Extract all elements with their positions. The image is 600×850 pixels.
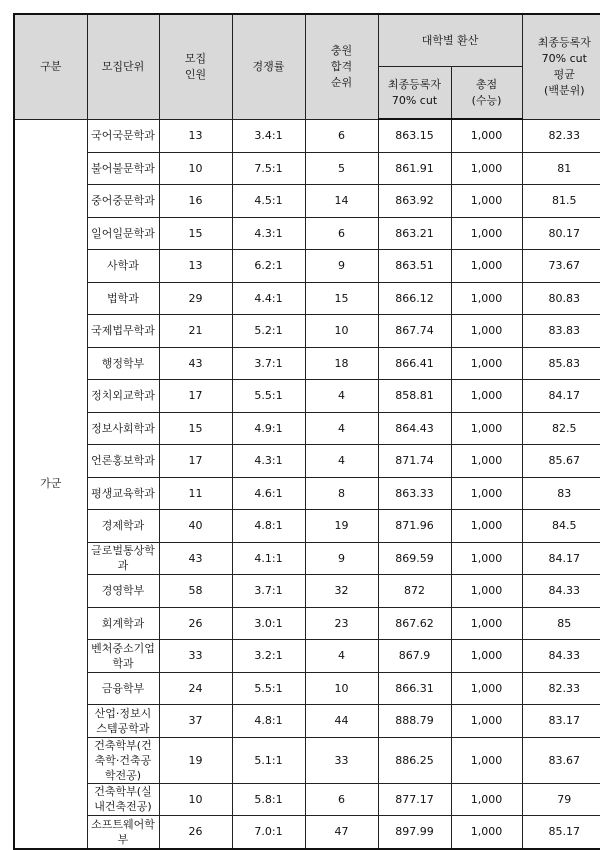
avg-cell: 85.83 — [522, 347, 600, 380]
avg-cell: 84.17 — [522, 380, 600, 413]
cut-cell: 863.92 — [378, 185, 451, 218]
ratio-cell: 6.2:1 — [232, 250, 305, 283]
rank-cell: 4 — [305, 445, 378, 478]
avg-cell: 83.17 — [522, 705, 600, 738]
unit-cell: 사학과 — [87, 250, 159, 283]
quota-cell: 24 — [159, 672, 232, 705]
ratio-cell: 3.7:1 — [232, 575, 305, 608]
quota-cell: 13 — [159, 119, 232, 152]
cut-cell: 866.12 — [378, 282, 451, 315]
cut-cell: 867.62 — [378, 607, 451, 640]
cut-cell: 871.96 — [378, 510, 451, 543]
unit-cell: 일어일문학과 — [87, 217, 159, 250]
total-cell: 1,000 — [451, 477, 522, 510]
avg-cell: 84.33 — [522, 640, 600, 673]
rank-cell: 14 — [305, 185, 378, 218]
table-row — [14, 185, 600, 218]
cut-cell: 858.81 — [378, 380, 451, 413]
cut-cell: 867.74 — [378, 315, 451, 348]
unit-cell: 불어불문학과 — [87, 152, 159, 185]
quota-cell: 10 — [159, 783, 232, 816]
ratio-cell: 5.5:1 — [232, 672, 305, 705]
total-cell: 1,000 — [451, 705, 522, 738]
total-cell: 1,000 — [451, 119, 522, 152]
avg-cell: 85.67 — [522, 445, 600, 478]
rank-cell: 9 — [305, 542, 378, 575]
total-cell: 1,000 — [451, 412, 522, 445]
header-quota: 모집 인원 — [159, 14, 232, 119]
table-row — [14, 607, 600, 640]
rank-cell: 6 — [305, 783, 378, 816]
ratio-cell: 4.5:1 — [232, 185, 305, 218]
quota-cell: 13 — [159, 250, 232, 283]
ratio-cell: 7.0:1 — [232, 816, 305, 849]
ratio-cell: 4.9:1 — [232, 412, 305, 445]
rank-cell: 33 — [305, 737, 378, 783]
cut-cell: 861.91 — [378, 152, 451, 185]
avg-cell: 82.33 — [522, 672, 600, 705]
unit-cell: 경영학부 — [87, 575, 159, 608]
quota-cell: 33 — [159, 640, 232, 673]
ratio-cell: 4.8:1 — [232, 705, 305, 738]
quota-cell: 21 — [159, 315, 232, 348]
total-cell: 1,000 — [451, 282, 522, 315]
cut-cell: 866.41 — [378, 347, 451, 380]
rank-cell: 4 — [305, 380, 378, 413]
avg-cell: 84.17 — [522, 542, 600, 575]
rank-cell: 4 — [305, 412, 378, 445]
total-cell: 1,000 — [451, 607, 522, 640]
avg-cell: 84.5 — [522, 510, 600, 543]
table-row — [14, 672, 600, 705]
table-row — [14, 412, 600, 445]
ratio-cell: 5.8:1 — [232, 783, 305, 816]
unit-cell: 국어국문학과 — [87, 119, 159, 152]
cut-cell: 872 — [378, 575, 451, 608]
cut-cell: 863.33 — [378, 477, 451, 510]
quota-cell: 58 — [159, 575, 232, 608]
rank-cell: 18 — [305, 347, 378, 380]
quota-cell: 10 — [159, 152, 232, 185]
table-row — [14, 705, 600, 738]
ratio-cell: 4.4:1 — [232, 282, 305, 315]
admission-results-table — [13, 13, 600, 850]
avg-cell: 80.83 — [522, 282, 600, 315]
cut-cell: 863.51 — [378, 250, 451, 283]
rank-cell: 10 — [305, 315, 378, 348]
table-row — [14, 380, 600, 413]
rank-cell: 4 — [305, 640, 378, 673]
quota-cell: 29 — [159, 282, 232, 315]
unit-cell: 산업·정보시스템공학과 — [87, 705, 159, 738]
avg-cell: 73.67 — [522, 250, 600, 283]
header-univ-conv: 대학별 환산 — [378, 14, 522, 67]
total-cell: 1,000 — [451, 510, 522, 543]
ratio-cell: 4.8:1 — [232, 510, 305, 543]
quota-cell: 16 — [159, 185, 232, 218]
unit-cell: 건축학부(건축학·건축공학전공) — [87, 737, 159, 783]
ratio-cell: 7.5:1 — [232, 152, 305, 185]
table-row — [14, 640, 600, 673]
total-cell: 1,000 — [451, 250, 522, 283]
ratio-cell: 3.0:1 — [232, 607, 305, 640]
unit-cell: 소프트웨어학부 — [87, 816, 159, 849]
ratio-cell: 4.1:1 — [232, 542, 305, 575]
avg-cell: 85.17 — [522, 816, 600, 849]
avg-cell: 82.5 — [522, 412, 600, 445]
unit-cell: 국제법무학과 — [87, 315, 159, 348]
table-row — [14, 816, 600, 849]
table-row — [14, 510, 600, 543]
total-cell: 1,000 — [451, 152, 522, 185]
unit-cell: 정치외교학과 — [87, 380, 159, 413]
ratio-cell: 3.2:1 — [232, 640, 305, 673]
quota-cell: 26 — [159, 816, 232, 849]
header-total: 총점 (수능) — [451, 67, 522, 120]
table-row — [14, 542, 600, 575]
quota-cell: 19 — [159, 737, 232, 783]
table-body — [14, 119, 600, 849]
header-ratio: 경쟁률 — [232, 14, 305, 119]
table-row — [14, 119, 600, 152]
unit-cell: 중어중문학과 — [87, 185, 159, 218]
quota-cell: 37 — [159, 705, 232, 738]
ratio-cell: 4.3:1 — [232, 217, 305, 250]
table-row — [14, 477, 600, 510]
table-row — [14, 783, 600, 816]
unit-cell: 회계학과 — [87, 607, 159, 640]
header-final-cut: 최종등록자 70% cut — [378, 67, 451, 120]
avg-cell: 81.5 — [522, 185, 600, 218]
table-row — [14, 250, 600, 283]
total-cell: 1,000 — [451, 737, 522, 783]
header-category: 구분 — [14, 14, 87, 119]
unit-cell: 글로벌통상학과 — [87, 542, 159, 575]
unit-cell: 평생교육학과 — [87, 477, 159, 510]
total-cell: 1,000 — [451, 217, 522, 250]
unit-cell: 행정학부 — [87, 347, 159, 380]
table-row — [14, 217, 600, 250]
quota-cell: 43 — [159, 347, 232, 380]
table-row — [14, 152, 600, 185]
avg-cell: 79 — [522, 783, 600, 816]
rank-cell: 6 — [305, 217, 378, 250]
cut-cell: 871.74 — [378, 445, 451, 478]
unit-cell: 정보사회학과 — [87, 412, 159, 445]
unit-cell: 금융학부 — [87, 672, 159, 705]
total-cell: 1,000 — [451, 575, 522, 608]
quota-cell: 17 — [159, 445, 232, 478]
unit-cell: 건축학부(실내건축전공) — [87, 783, 159, 816]
cut-cell: 864.43 — [378, 412, 451, 445]
table-row — [14, 445, 600, 478]
table-row — [14, 282, 600, 315]
admission-results-table-wrapper — [13, 13, 600, 850]
total-cell: 1,000 — [451, 816, 522, 849]
unit-cell: 언론홍보학과 — [87, 445, 159, 478]
quota-cell: 26 — [159, 607, 232, 640]
unit-cell: 법학과 — [87, 282, 159, 315]
avg-cell: 83 — [522, 477, 600, 510]
total-cell: 1,000 — [451, 380, 522, 413]
cut-cell: 867.9 — [378, 640, 451, 673]
rank-cell: 23 — [305, 607, 378, 640]
rank-cell: 5 — [305, 152, 378, 185]
rank-cell: 8 — [305, 477, 378, 510]
ratio-cell: 3.4:1 — [232, 119, 305, 152]
cut-cell: 886.25 — [378, 737, 451, 783]
rank-cell: 9 — [305, 250, 378, 283]
total-cell: 1,000 — [451, 672, 522, 705]
avg-cell: 81 — [522, 152, 600, 185]
group-label: 가군 — [14, 119, 87, 849]
cut-cell: 888.79 — [378, 705, 451, 738]
table-row — [14, 737, 600, 783]
quota-cell: 17 — [159, 380, 232, 413]
rank-cell: 19 — [305, 510, 378, 543]
cut-cell: 897.99 — [378, 816, 451, 849]
header-rank: 충원 합격 순위 — [305, 14, 378, 119]
quota-cell: 11 — [159, 477, 232, 510]
avg-cell: 85 — [522, 607, 600, 640]
avg-cell: 82.33 — [522, 119, 600, 152]
table-row — [14, 347, 600, 380]
unit-cell: 경제학과 — [87, 510, 159, 543]
ratio-cell: 4.3:1 — [232, 445, 305, 478]
ratio-cell: 5.2:1 — [232, 315, 305, 348]
cut-cell: 863.21 — [378, 217, 451, 250]
total-cell: 1,000 — [451, 640, 522, 673]
cut-cell: 866.31 — [378, 672, 451, 705]
ratio-cell: 5.5:1 — [232, 380, 305, 413]
table-row — [14, 575, 600, 608]
avg-cell: 83.83 — [522, 315, 600, 348]
total-cell: 1,000 — [451, 445, 522, 478]
quota-cell: 40 — [159, 510, 232, 543]
unit-cell: 벤처중소기업학과 — [87, 640, 159, 673]
table-row — [14, 315, 600, 348]
total-cell: 1,000 — [451, 542, 522, 575]
rank-cell: 47 — [305, 816, 378, 849]
rank-cell: 10 — [305, 672, 378, 705]
quota-cell: 15 — [159, 217, 232, 250]
avg-cell: 83.67 — [522, 737, 600, 783]
quota-cell: 43 — [159, 542, 232, 575]
avg-cell: 84.33 — [522, 575, 600, 608]
rank-cell: 6 — [305, 119, 378, 152]
header-unit: 모집단위 — [87, 14, 159, 119]
rank-cell: 32 — [305, 575, 378, 608]
total-cell: 1,000 — [451, 347, 522, 380]
table-header — [14, 14, 600, 119]
ratio-cell: 3.7:1 — [232, 347, 305, 380]
avg-cell: 80.17 — [522, 217, 600, 250]
cut-cell: 863.15 — [378, 119, 451, 152]
ratio-cell: 5.1:1 — [232, 737, 305, 783]
quota-cell: 15 — [159, 412, 232, 445]
total-cell: 1,000 — [451, 185, 522, 218]
rank-cell: 15 — [305, 282, 378, 315]
ratio-cell: 4.6:1 — [232, 477, 305, 510]
header-final-avg: 최종등록자 70% cut 평균 (백분위) — [522, 14, 600, 119]
rank-cell: 44 — [305, 705, 378, 738]
cut-cell: 877.17 — [378, 783, 451, 816]
total-cell: 1,000 — [451, 783, 522, 816]
total-cell: 1,000 — [451, 315, 522, 348]
cut-cell: 869.59 — [378, 542, 451, 575]
